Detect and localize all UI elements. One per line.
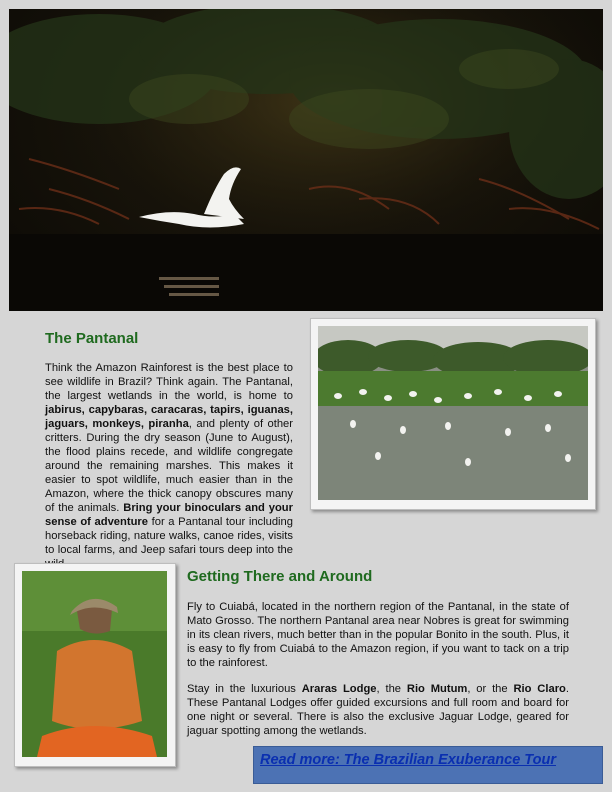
lodges-body: . These Pantanal Lodges offer guided excursions and full room and board for one night or several. There is also the exclusive Jaguar Lodge, geared for jaguar spotting among the wetlands. [187,683,570,737]
lodges-sep-2: , or the [467,683,514,695]
getting-there-title: Getting There and Around [187,568,373,585]
pantanal-photo [310,318,596,510]
rider-photo [14,563,176,767]
hero-photo [9,9,603,311]
pantanal-animals: jabirus, capybaras, caracaras, tapirs, iguanas, jaguars, monkeys, piranha [45,404,293,430]
getting-there-paragraph-1: Fly to Cuiabá, located in the northern region of the Pantanal, in the state of Mato Grosso. The northern Pantanal area near Nobres is great for swimming in its clean rivers, much better than in the popular Bonito in the south. Plus, it is easy to fly from Cuiabá to the Amazon region, if you want to tack on a trip to the rainforest. [187,601,569,669]
pantanal-intro: Think the Amazon Rainforest is the best place to see wildlife in Brazil? Think again. The Pantanal, the largest wetlands in the world, is home to [45,362,293,402]
lodge-rio-mutum: Rio Mutum [406,683,468,695]
pantanal-bold-callout: Bring your binoculars and your sense of adventure [45,502,293,528]
lodge-araras: Araras Lodge [301,683,377,695]
pantanal-body: , and plenty of other critters. During the dry season (June to August), the flood plains recede, and wildlife congregate around the remaining marshes. This makes it easier to spot wildlife, much easier than in the Amazon, where the thick canopy obscures many of the animals. [45,418,293,514]
read-more-link[interactable]: Read more: The Brazilian Exuberance Tour [260,752,556,768]
getting-there-paragraph-2 [187,682,569,738]
lodges-sep-1: , the [376,683,407,695]
pantanal-text-upper [45,361,293,556]
lodges-intro: Stay in the luxurious [187,683,302,695]
pantanal-title: The Pantanal [45,330,139,347]
lodge-rio-claro: Rio Claro [513,683,566,695]
pantanal-end: for a Pantanal tour including horseback riding, nature walks, canoe rides, visits to local farms, and Jeep safari tours deep into the [45,516,293,556]
read-more-banner [253,746,603,784]
